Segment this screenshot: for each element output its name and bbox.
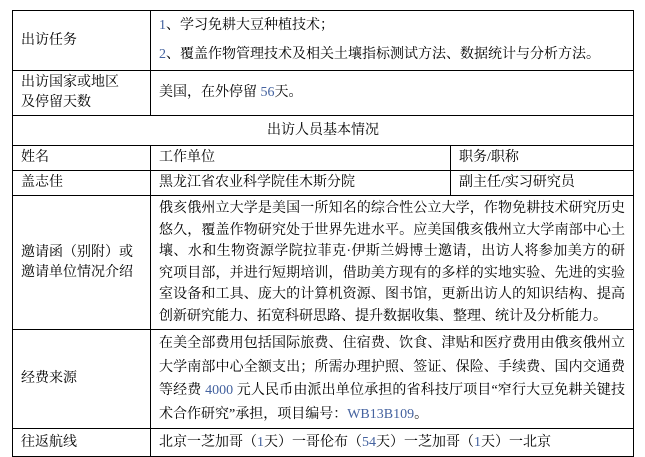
person-name: 盖志佳 xyxy=(13,171,151,196)
invitation-label-line-1: 邀请函（别附）或 xyxy=(21,244,133,260)
country-label-line-2: 及停留天数 xyxy=(21,95,91,110)
mission-content xyxy=(151,11,634,71)
funding-label: 经费来源 xyxy=(13,330,151,429)
person-position: 副主任/实习研究员 xyxy=(451,171,634,196)
row-mission xyxy=(13,11,634,71)
row-invitation xyxy=(13,196,634,330)
col-header-position: 职务/职称 xyxy=(451,146,634,171)
visit-form-table xyxy=(12,10,634,457)
invitation-label xyxy=(13,196,151,330)
invitation-content: 俄亥俄州立大学是美国一所知名的综合性公立大学，作物免耕技术研究历史悠久，覆盖作物研究处于世界先进水平。应美国俄亥俄州立大学南部中心土壤、水和生物资源学院拉菲克·伊斯兰姆博士邀请，出访人将参加美方的研究项目部，并进行短期培训，借助美方现有的多样的实地实验、先进的实验室设备和工具、庞大的计算机资源、图书馆，更新出访人的知识结构、提高创新研究能力、拓宽科研思路、提升数据收集、整理、统计及分析能力。 xyxy=(159,201,625,324)
mission-item-1: 1、学习免耕大豆种植技术； xyxy=(159,18,334,33)
mission-label: 出访任务 xyxy=(13,11,151,71)
person-work-unit: 黑龙江省农业科学院佳木斯分院 xyxy=(151,171,451,196)
country-content: 美国，在外停留 56天。 xyxy=(159,85,303,100)
country-label xyxy=(13,71,151,116)
mission-item-2: 2、覆盖作物管理技术及相关土壤指标测试方法、数据统计与分析方法。 xyxy=(159,47,600,62)
invitation-label-line-2: 邀请单位情况介绍 xyxy=(21,264,133,280)
route-content-cell xyxy=(151,429,634,457)
invitation-content-cell xyxy=(151,196,634,330)
row-personnel xyxy=(13,171,634,196)
col-header-work-unit: 工作单位 xyxy=(151,146,451,171)
row-country xyxy=(13,71,634,116)
funding-content: 在美全部费用包括国际旅费、住宿费、饮食、津贴和医疗费用由俄亥俄州立大学南部中心全额支出；所需办理护照、签证、保险、手续费、国内交通费等经费 4000 元人民币由派出单位承担的省科技厅项目“窄行大豆免耕关键技术合作研究”承担，项目编号：WB13B109。 xyxy=(159,336,626,422)
funding-content-cell xyxy=(151,330,634,429)
row-funding xyxy=(13,330,634,429)
route-content: 北京一芝加哥（1天）一哥伦布（54天）一芝加哥（1天）一北京 xyxy=(159,434,551,450)
row-route xyxy=(13,429,634,457)
row-personnel-header xyxy=(13,146,634,171)
country-content-cell xyxy=(151,71,634,116)
country-label-line-1: 出访国家或地区 xyxy=(21,75,119,90)
personnel-section-title: 出访人员基本情况 xyxy=(13,116,634,146)
route-label: 往返航线 xyxy=(13,429,151,457)
col-header-name: 姓名 xyxy=(13,146,151,171)
visit-application-document xyxy=(12,10,633,457)
row-personnel-section xyxy=(13,116,634,146)
